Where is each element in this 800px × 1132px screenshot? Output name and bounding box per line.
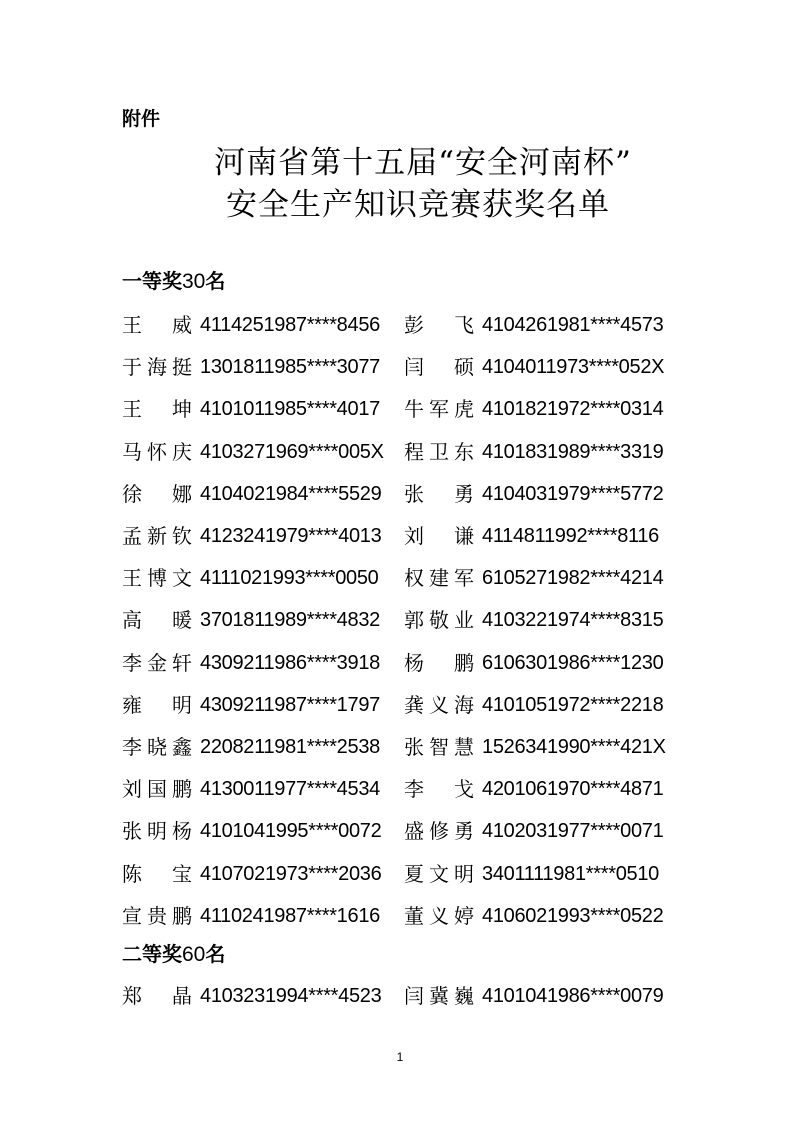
winner-name: 徐 娜: [122, 481, 192, 506]
winner-id-number: 4106021993****0522: [482, 904, 664, 927]
winner-name: 闫冀巍: [404, 984, 474, 1008]
list-item: [122, 773, 380, 805]
winner-id-number: 4114251987****8456: [200, 314, 380, 336]
first-prize-count: 30: [182, 270, 206, 293]
list-item: [404, 900, 663, 932]
list-row: [122, 562, 682, 594]
list-row: [122, 351, 682, 383]
list-item: [404, 562, 663, 594]
winner-name: 董义婷: [404, 903, 474, 928]
winner-name: 龚义海: [404, 692, 474, 717]
winner-name: 张明杨: [122, 819, 192, 844]
winner-id-number: 4101831989****3319: [482, 440, 664, 463]
page-number: 1: [396, 1050, 404, 1064]
list-item: [404, 393, 663, 425]
winner-id-number: 4110241987****1616: [200, 904, 380, 927]
winner-id-number: 4103221974****8315: [482, 609, 664, 632]
list-item: [122, 858, 381, 890]
document-title-line2: 安全生产知识竞赛获奖名单: [226, 187, 610, 223]
winner-name: 宣贵鹏: [122, 903, 192, 928]
winner-name: 刘 谦: [404, 524, 474, 548]
winner-name: 马怀庆: [122, 439, 192, 464]
winner-id-number: 4111021993****0050: [200, 567, 379, 590]
winner-name: 孟新钦: [122, 524, 192, 548]
second-prize-count: 60: [182, 943, 206, 966]
list-item: [404, 604, 663, 636]
winner-name: 刘国鹏: [122, 777, 192, 802]
winner-id-number: 4104021984****5529: [200, 482, 382, 505]
list-item: [404, 773, 663, 805]
winner-name: 郑 晶: [122, 984, 192, 1008]
winner-name: 李晓鑫: [122, 735, 192, 759]
list-item: [404, 689, 663, 721]
second-prize-heading: [122, 940, 225, 969]
winner-name: 王博文: [122, 566, 192, 591]
winner-id-number: 4309211986****3918: [200, 651, 380, 674]
list-row: [122, 731, 682, 763]
winner-name: 夏文明: [404, 861, 474, 886]
list-item: [122, 900, 380, 932]
winner-name: 程卫东: [404, 439, 474, 464]
list-item: [122, 436, 384, 468]
list-row: [122, 478, 682, 510]
winner-name: 郭敬业: [404, 608, 474, 633]
winner-id-number: 3701811989****4832: [200, 609, 380, 632]
winner-id-number: 1526341990****421X: [482, 736, 666, 758]
list-row: [122, 309, 682, 341]
list-row: [122, 436, 682, 468]
winner-name: 张 勇: [404, 481, 474, 506]
winner-id-number: 4114811992****8116: [482, 525, 660, 547]
winner-id-number: 4103231994****4523: [200, 985, 382, 1007]
list-item: [122, 520, 381, 552]
list-item: [122, 604, 380, 636]
winner-name: 闫 硕: [404, 355, 474, 380]
winner-id-number: 4309211987****1797: [200, 693, 380, 716]
winner-id-number: 6105271982****4214: [482, 567, 664, 590]
winner-name: 杨 鹏: [404, 650, 474, 675]
list-row: [122, 604, 682, 636]
winner-id-number: 4130011977****4534: [200, 778, 380, 801]
second-prize-label: 二等奖: [122, 942, 182, 966]
list-item: [122, 478, 381, 510]
attachment-label: 附件: [122, 108, 161, 130]
list-item: [122, 309, 380, 341]
winner-name: 权建军: [404, 566, 474, 591]
list-item: [404, 436, 663, 468]
winner-id-number: 4123241979****4013: [200, 525, 382, 547]
first-prize-label: 一等奖: [122, 269, 182, 293]
list-item: [122, 562, 379, 594]
list-item: [404, 520, 659, 552]
winner-id-number: 4101011985****4017: [200, 398, 380, 421]
list-item: [122, 647, 380, 679]
list-item: [122, 815, 381, 847]
document-title-line1: 河南省第十五届“安全河南杯”: [214, 145, 632, 181]
winner-id-number: 6106301986****1230: [482, 651, 664, 674]
winner-id-number: 4102031977****0071: [482, 820, 664, 843]
list-row: [122, 815, 682, 847]
winner-name: 王 威: [122, 313, 192, 337]
winner-id-number: 3401111981****0510: [482, 862, 660, 885]
list-item: [404, 478, 663, 510]
first-prize-unit: 名: [205, 269, 226, 293]
first-prize-heading: [122, 267, 225, 296]
list-item: [122, 980, 381, 1012]
winner-id-number: 4201061970****4871: [482, 778, 664, 801]
winner-name: 于海挺: [122, 355, 192, 380]
winner-id-number: 4101051972****2218: [482, 693, 664, 716]
winner-id-number: 4101821972****0314: [482, 398, 664, 421]
winner-name: 陈 宝: [122, 861, 192, 886]
winner-name: 牛军虎: [404, 397, 474, 422]
winner-name: 王 坤: [122, 397, 192, 422]
winner-id-number: 1301811985****3077: [200, 356, 380, 379]
list-row: [122, 393, 682, 425]
list-item: [122, 689, 380, 721]
list-item: [404, 815, 663, 847]
winner-id-number: 4101041995****0072: [200, 820, 382, 843]
winner-name: 高 暖: [122, 608, 192, 633]
list-row: [122, 520, 682, 552]
winner-name: 李金轩: [122, 650, 192, 675]
winner-id-number: 4101041986****0079: [482, 985, 664, 1007]
winner-id-number: 2208211981****2538: [200, 736, 380, 758]
list-row: [122, 773, 682, 805]
winner-id-number: 4104031979****5772: [482, 482, 664, 505]
winner-name: 雍 明: [122, 692, 192, 717]
list-row: [122, 980, 682, 1012]
winner-id-number: 4104261981****4573: [482, 314, 664, 336]
list-item: [404, 647, 663, 679]
winner-id-number: 4107021973****2036: [200, 862, 382, 885]
list-row: [122, 689, 682, 721]
list-item: [122, 393, 380, 425]
list-item: [404, 351, 664, 383]
list-item: [404, 309, 663, 341]
list-row: [122, 858, 682, 890]
list-item: [122, 351, 380, 383]
list-item: [404, 858, 659, 890]
winner-id-number: 4104011973****052X: [482, 356, 665, 379]
winner-name: 盛修勇: [404, 819, 474, 844]
winner-name: 张智慧: [404, 735, 474, 759]
list-item: [404, 980, 663, 1012]
list-row: [122, 900, 682, 932]
list-row: [122, 647, 682, 679]
winner-id-number: 4103271969****005X: [200, 440, 384, 463]
list-item: [404, 731, 666, 763]
winner-name: 李 戈: [404, 777, 474, 802]
second-prize-unit: 名: [205, 942, 226, 966]
winner-name: 彭 飞: [404, 313, 474, 337]
list-item: [122, 731, 380, 763]
